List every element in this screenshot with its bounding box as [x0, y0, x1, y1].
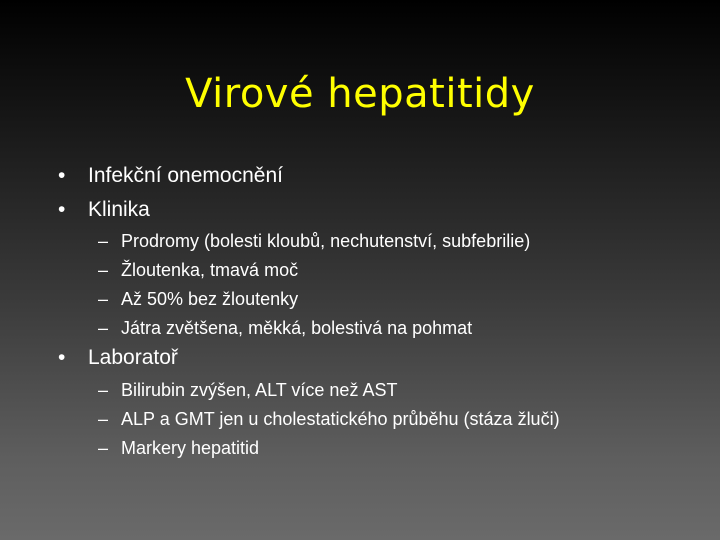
bullet-marker: • — [58, 198, 66, 221]
sub-item-text: Prodromy (bolesti kloubů, nechutenství, subfebrilie) — [121, 231, 531, 251]
bullet-text: Laboratoř — [88, 346, 178, 369]
sub-item-text: ALP a GMT jen u cholestatického průběhu (stáza žluči) — [121, 409, 560, 429]
bullet-marker: • — [58, 164, 66, 187]
sub-item-text: Játra zvětšena, měkká, bolestivá na pohmat — [121, 318, 473, 338]
sub-item-text: Až 50% bez žloutenky — [121, 289, 299, 309]
bullet-text: Infekční onemocnění — [88, 164, 283, 187]
bullet-text: Klinika — [88, 198, 150, 221]
slide-title: Virové hepatitidy — [185, 71, 535, 117]
dash-marker: – — [98, 409, 109, 429]
dash-marker: – — [98, 318, 109, 338]
sub-item-text: Bilirubin zvýšen, ALT více než AST — [121, 380, 398, 400]
sub-item-text: Markery hepatitid — [121, 438, 260, 458]
dash-marker: – — [98, 438, 109, 458]
bullet-marker: • — [58, 346, 66, 369]
dash-marker: – — [98, 289, 109, 309]
sub-item-text: Žloutenka, tmavá moč — [121, 260, 299, 280]
dash-marker: – — [98, 260, 109, 280]
dash-marker: – — [98, 380, 109, 400]
dash-marker: – — [98, 231, 109, 251]
